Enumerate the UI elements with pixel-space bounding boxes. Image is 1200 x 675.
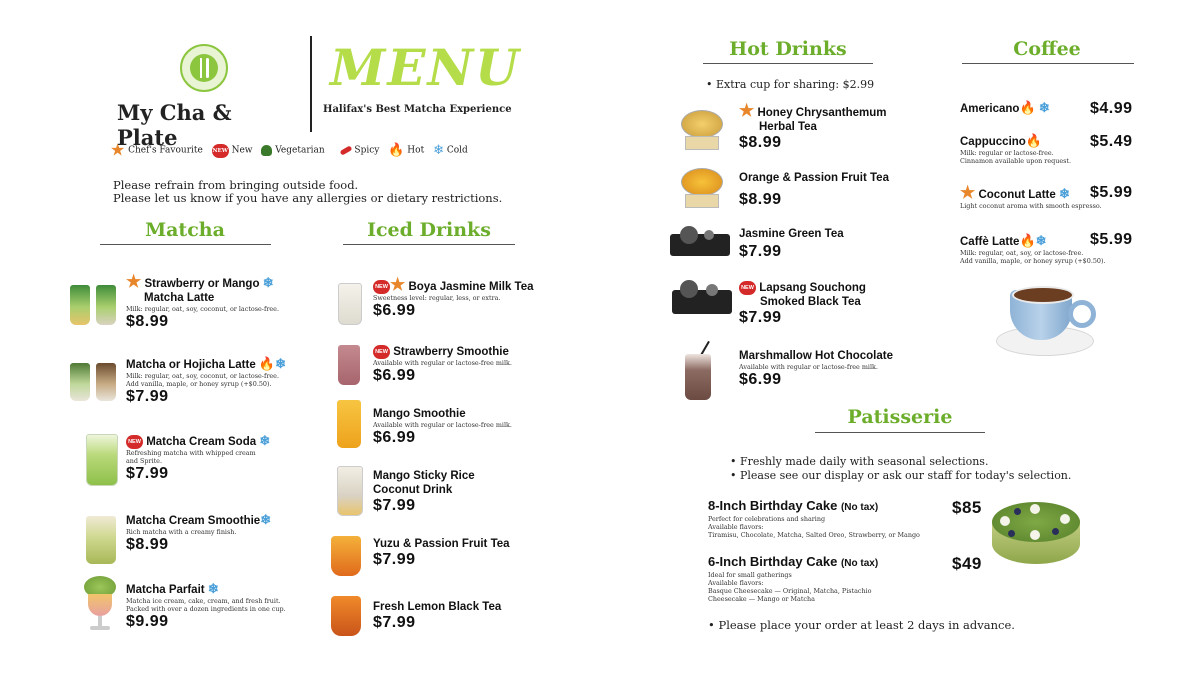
menu-item-strawberry-smoothie [373, 345, 553, 385]
item-price: $7.99 [373, 551, 416, 568]
menu-item-marshmallow-hot-chocolate [739, 349, 939, 389]
item-name: Lapsang Souchong [759, 282, 866, 295]
menu-item-fresh-lemon-black-tea [373, 600, 553, 632]
cake-cream-dot [1030, 504, 1040, 514]
caffe-latte-price: $5.99 [1090, 231, 1133, 248]
cake-name: 6-Inch Birthday Cake [708, 554, 838, 569]
snowflake-icon: ❄ [1035, 233, 1047, 248]
snowflake-icon: ❄ [262, 275, 274, 290]
patisserie-title-rule [815, 432, 985, 433]
matcha-hojicha-latte-image-2 [96, 363, 116, 401]
notice-allergies: Please let us know if you have any allergies or dietary restrictions. [113, 191, 503, 205]
cake-description: Ideal for small gatherings [708, 571, 792, 579]
item-price: $7.99 [126, 465, 169, 482]
cake-cream-dot [1000, 516, 1010, 526]
star-icon: ★ [390, 275, 406, 294]
fire-icon: 🔥 [1019, 100, 1036, 115]
item-name: Matcha Parfait [126, 584, 205, 596]
legend-label-spicy: Spicy [354, 145, 380, 156]
tea-pot [680, 280, 698, 298]
item-name: Mango Sticky Rice [373, 470, 475, 482]
broccoli-icon [261, 145, 272, 156]
new-badge-icon: NEW [126, 435, 143, 449]
teapot-stand [685, 194, 719, 208]
menu-title: MENU [330, 38, 521, 97]
item-description-line2: Packed with over a dozen ingredients in one cup. [126, 605, 286, 613]
patisserie-bullet-2: • Please see our display or ask our staff for today's selection. [730, 469, 1072, 482]
item-price: $7.99 [126, 388, 169, 405]
matcha-cream-soda-image [86, 434, 118, 486]
item-description: Milk: regular or lactose-free. [960, 149, 1054, 157]
menu-item-mango-smoothie [373, 407, 553, 447]
matcha-section-title: Matcha [145, 219, 225, 241]
new-badge-icon: NEW [212, 144, 229, 158]
item-description-line2: Add vanilla, maple, or honey syrup (+$0.50). [126, 380, 272, 388]
legend-label-new: New [231, 145, 253, 156]
matcha-cream-smoothie-image [86, 516, 116, 564]
fork-icon [200, 58, 202, 78]
yuzu-passion-fruit-tea-image [331, 536, 361, 576]
item-name: Jasmine Green Tea [739, 228, 844, 240]
star-icon: ★ [126, 272, 142, 291]
item-description: Available with regular or lactose-free milk. [739, 363, 878, 371]
logo-inner-circle [190, 54, 218, 82]
header-divider [310, 36, 312, 132]
menu-item-strawberry-mango-matcha-latte [126, 272, 306, 331]
coffee-surface [1012, 286, 1074, 304]
snowflake-icon: ❄ [1058, 186, 1070, 201]
tea-cup [704, 230, 714, 240]
item-description-line2: and Sprite. [126, 457, 162, 465]
teapot-body [681, 168, 723, 196]
item-description: Milk: regular, oat, soy, coconut, or lactose-free. [126, 305, 279, 313]
teapot-stand [685, 136, 719, 150]
matcha-hojicha-latte-image [70, 363, 90, 401]
menu-item-yuzu-passion-fruit-tea [373, 537, 553, 569]
cake-flavors-label: Available flavors: [708, 523, 764, 531]
blueberry [1014, 508, 1021, 515]
legend-label-cold: Cold [446, 145, 468, 156]
cake-8-inch [708, 499, 988, 539]
fire-icon: 🔥 [388, 143, 405, 158]
brand-name: My Cha & Plate [117, 100, 232, 150]
item-name: Caffè Latte [960, 236, 1020, 248]
item-description: Matcha ice cream, cake, cream, and fresh fruit. [126, 597, 281, 605]
item-price: $6.99 [739, 371, 782, 388]
item-name: Yuzu & Passion Fruit Tea [373, 538, 510, 550]
menu-item-matcha-hojicha-latte [126, 357, 316, 406]
cake-cream-dot [1030, 530, 1040, 540]
cake-cream-dot [1060, 514, 1070, 524]
star-icon: ★ [960, 183, 976, 202]
matcha-latte-image-2 [96, 285, 116, 325]
blueberry [1008, 530, 1015, 537]
item-price: $9.99 [126, 613, 169, 630]
matcha-title-rule [100, 244, 271, 245]
orange-passion-fruit-tea-image [675, 162, 727, 210]
item-name: Coconut Latte [978, 189, 1056, 201]
item-description-line2: Cinnamon available upon request. [960, 157, 1072, 165]
cake-flavors-line2: Cheesecake — Mango or Matcha [708, 595, 815, 603]
item-name: Boya Jasmine Milk Tea [408, 281, 534, 293]
patisserie-order-notice: • Please place your order at least 2 days in advance. [708, 618, 1015, 632]
mango-sticky-rice-coconut-drink-image [337, 466, 363, 516]
parfait-base [90, 626, 110, 630]
menu-item-mango-sticky-rice-coconut-drink [373, 469, 553, 515]
item-name-line2: Smoked Black Tea [760, 296, 861, 309]
item-description: Available with regular or lactose-free milk. [373, 421, 512, 429]
iced-section-title: Iced Drinks [367, 219, 491, 241]
item-name-line2: Matcha Latte [144, 292, 215, 304]
hot-section-title: Hot Drinks [729, 38, 847, 60]
snowflake-icon: ❄ [260, 512, 272, 527]
cake-description: Perfect for celebrations and sharing [708, 515, 826, 523]
tea-pot [680, 226, 698, 244]
item-name: Marshmallow Hot Chocolate [739, 350, 893, 362]
iced-title-rule [343, 244, 515, 245]
item-price: $7.99 [739, 309, 782, 327]
item-description: Rich matcha with a creamy finish. [126, 528, 237, 536]
extra-cup-text: Extra cup for sharing: $2.99 [716, 78, 875, 91]
tea-cup [706, 284, 718, 296]
legend-label-hot: Hot [407, 145, 425, 156]
matcha-parfait-image [78, 576, 122, 632]
new-badge-icon: NEW [373, 280, 390, 294]
teapot-body [681, 110, 723, 138]
coffee-section-title: Coffee [1013, 38, 1081, 60]
menu-item-jasmine-green-tea [739, 227, 919, 261]
coffee-title-rule [962, 63, 1134, 64]
cup-handle [1068, 300, 1096, 328]
item-name: Matcha Cream Soda [146, 436, 257, 448]
snowflake-icon: ❄ [433, 143, 444, 158]
item-price: $8.99 [739, 191, 782, 208]
item-price: $6.99 [373, 302, 416, 319]
snowflake-icon: ❄ [207, 581, 219, 596]
snowflake-icon: ❄ [1038, 100, 1050, 115]
fire-icon: 🔥 [1025, 133, 1042, 148]
item-price: $8.99 [739, 134, 782, 151]
item-description: Light coconut aroma with smooth espresso. [960, 202, 1102, 210]
cake-name: 8-Inch Birthday Cake [708, 498, 838, 513]
item-description: Milk: regular, oat, soy, or lactose-free. [960, 249, 1084, 257]
item-price: $6.99 [373, 367, 416, 385]
patisserie-section-title: Patisserie [847, 406, 953, 428]
item-description: Sweetness level: regular, less, or extra. [373, 294, 501, 302]
menu-item-matcha-cream-smoothie [126, 513, 306, 554]
item-price: $7.99 [373, 497, 416, 514]
matcha-cake-image [990, 494, 1082, 574]
coffee-cup-image [996, 280, 1096, 356]
fresh-lemon-black-tea-image [331, 596, 361, 636]
item-name: Americano [960, 103, 1020, 115]
menu-item-lapsang-souchong [739, 281, 919, 327]
legend [110, 140, 468, 161]
item-description: Milk: regular, oat, soy, coconut, or lactose-free. [126, 372, 279, 380]
item-description: Available with regular or lactose-free milk. [373, 359, 512, 368]
boya-jasmine-milk-tea-image [338, 283, 362, 325]
chili-icon [339, 145, 352, 155]
item-price: $6.99 [373, 429, 416, 446]
item-name: Fresh Lemon Black Tea [373, 601, 502, 613]
menu-item-orange-passion-fruit-tea [739, 171, 929, 209]
brand-tagline: Halifax's Best Matcha Experience [323, 104, 512, 115]
menu-item-boya-jasmine-milk-tea [373, 275, 553, 320]
new-badge-icon: NEW [373, 345, 390, 359]
cup-body [685, 354, 711, 400]
item-name: Strawberry or Mango [144, 278, 260, 290]
cake-8-inch-price: $85 [952, 498, 982, 517]
hot-title-rule [703, 63, 873, 64]
star-icon: ★ [739, 101, 755, 120]
blueberry [1052, 528, 1059, 535]
cake-tax-note: (No tax) [840, 558, 879, 569]
snowflake-icon: ❄ [259, 433, 271, 448]
item-name-line2: Herbal Tea [759, 121, 817, 133]
brand-logo [180, 44, 228, 92]
cake-flavors-label: Available flavors: [708, 579, 764, 587]
item-name-line2: Coconut Drink [373, 484, 453, 496]
notice-outside-food: Please refrain from bringing outside food. [113, 178, 359, 192]
americano-price: $4.99 [1090, 100, 1133, 117]
cappuccino-price: $5.49 [1090, 133, 1133, 150]
item-price: $8.99 [126, 536, 169, 553]
mango-smoothie-image [337, 400, 361, 448]
menu-item-honey-chrysanthemum-tea [739, 101, 919, 152]
tea-tray [670, 234, 730, 256]
strawberry-smoothie-image [338, 345, 360, 385]
patisserie-bullet-1: • Freshly made daily with seasonal selections. [730, 455, 989, 468]
fire-icon: 🔥 [1019, 233, 1036, 248]
jasmine-green-tea-image [670, 222, 732, 262]
legend-label-vegetarian: Vegetarian [275, 145, 325, 156]
honey-chrysanthemum-tea-image [675, 104, 727, 150]
cake-6-inch-price: $49 [952, 554, 982, 573]
cake-6-inch [708, 555, 988, 603]
parfait-stem [98, 616, 102, 626]
item-name: Cappuccino [960, 136, 1026, 148]
cake-tax-note: (No tax) [840, 502, 879, 513]
fire-icon: 🔥 [258, 356, 276, 371]
menu-item-matcha-cream-soda [126, 434, 306, 483]
item-price: $7.99 [739, 243, 782, 260]
matcha-latte-image [70, 285, 90, 325]
item-name: Orange & Passion Fruit Tea [739, 172, 889, 184]
order-notice-text: Please place your order at least 2 days in advance. [718, 618, 1015, 632]
coconut-latte-price: $5.99 [1090, 184, 1133, 201]
item-name: Matcha or Hojicha Latte [126, 359, 256, 371]
cake-flavors: Tiramisu, Chocolate, Matcha, Salted Oreo, Strawberry, or Mango [708, 531, 920, 539]
lapsang-souchong-tea-image [672, 276, 734, 318]
star-icon: ★ [110, 140, 126, 161]
item-name: Honey Chrysanthemum [757, 107, 887, 119]
bullet-text: Freshly made daily with seasonal selections. [740, 455, 989, 468]
item-price: $8.99 [126, 313, 169, 330]
marshmallow-hot-chocolate-image [681, 340, 717, 402]
parfait-cup [88, 594, 112, 616]
item-description: Refreshing matcha with whipped cream [126, 449, 256, 457]
hot-extra-cup-note: • Extra cup for sharing: $2.99 [706, 78, 875, 91]
bullet-text: Please see our display or ask our staff for today's selection. [740, 469, 1072, 482]
item-name: Mango Smoothie [373, 408, 466, 420]
snowflake-icon: ❄ [275, 356, 287, 371]
item-name: Matcha Cream Smoothie [126, 515, 261, 527]
item-description-line2: Add vanilla, maple, or honey syrup (+$0.50). [960, 257, 1106, 265]
item-price: $7.99 [373, 614, 416, 631]
cake-flavors: Basque Cheesecake — Original, Matcha, Pistachio [708, 587, 872, 595]
legend-label-favourite: Chef's Favourite [128, 145, 203, 156]
item-name: Strawberry Smoothie [393, 346, 509, 359]
spoon-icon [206, 58, 209, 78]
new-badge-icon: NEW [739, 281, 756, 295]
menu-item-matcha-parfait [126, 582, 316, 631]
